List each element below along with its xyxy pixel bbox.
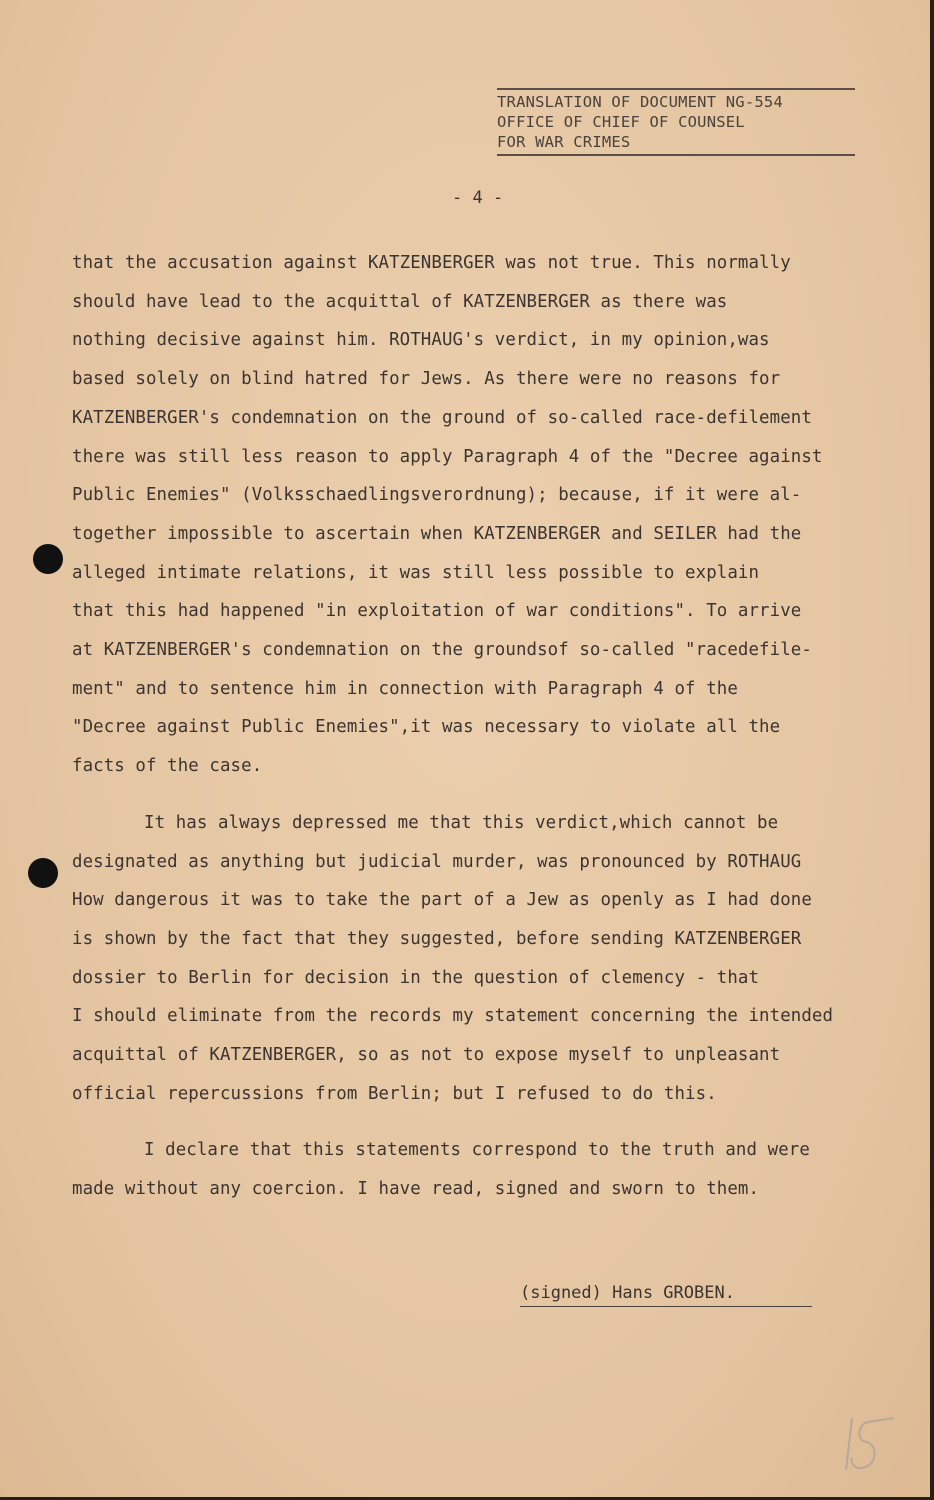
text-line: "Decree against Public Enemies",it was necessary to violate all the <box>72 717 781 738</box>
text-line: should have lead to the acquittal of KATZENBERGER as there was <box>72 291 728 312</box>
scan-edge-right <box>930 0 934 1500</box>
text-line: It has always depressed me that this verdict,which cannot be <box>144 812 779 833</box>
text-line: made without any coercion. I have read, signed and sworn to them. <box>72 1179 760 1200</box>
text-line: KATZENBERGER's condemnation on the ground of so-called race-defilement <box>72 407 812 428</box>
text-line: based solely on blind hatred for Jews. As there were no reasons for <box>72 369 781 390</box>
text-line: acquittal of KATZENBERGER, so as not to expose myself to unpleasant <box>72 1045 781 1066</box>
text-line: together impossible to ascertain when KATZENBERGER and SEILER had the <box>72 523 802 544</box>
document-body <box>72 244 882 1209</box>
text-line: there was still less reason to apply Paragraph 4 of the "Decree against <box>72 446 823 467</box>
paragraph-1 <box>72 244 882 786</box>
text-line: nothing decisive against him. ROTHAUG's verdict, in my opinion,was <box>72 330 770 351</box>
punch-hole-icon <box>28 858 58 888</box>
text-line: designated as anything but judicial murder, was pronounced by ROTHAUG <box>72 851 802 872</box>
text-line: that the accusation against KATZENBERGER was not true. This normally <box>72 253 791 273</box>
text-line: I should eliminate from the records my statement concerning the intended <box>72 1006 834 1027</box>
translation-header <box>497 88 855 156</box>
header-line-3: FOR WAR CRIMES <box>497 133 631 151</box>
punch-hole-icon <box>33 544 63 574</box>
text-line: dossier to Berlin for decision in the question of clemency - that <box>72 967 760 988</box>
text-line: alleged intimate relations, it was still less possible to explain <box>72 562 760 583</box>
page-number: - 4 - <box>452 188 504 208</box>
text-line: is shown by the fact that they suggested, before sending KATZENBERGER <box>72 928 802 949</box>
text-line: Public Enemies" (Volksschaedlingsverordnung); because, if it were al- <box>72 485 802 506</box>
paragraph-2 <box>72 804 882 1114</box>
text-line: at KATZENBERGER's condemnation on the groundsof so-called "racedefile- <box>72 640 812 661</box>
signature-line: (signed) Hans GROBEN. <box>520 1280 812 1307</box>
text-line: that this had happened "in exploitation of war conditions". To arrive <box>72 601 802 622</box>
header-line-1: TRANSLATION OF DOCUMENT NG-554 <box>497 93 783 111</box>
text-line: ment" and to sentence him in connection with Paragraph 4 of the <box>72 678 738 699</box>
text-line: I declare that this statements correspond to the truth and were <box>144 1140 810 1161</box>
paragraph-3 <box>72 1131 882 1208</box>
text-line: facts of the case. <box>72 756 263 777</box>
header-line-2: OFFICE OF CHIEF OF COUNSEL <box>497 113 745 131</box>
text-line: official repercussions from Berlin; but I refused to do this. <box>72 1083 717 1104</box>
handwritten-page-mark <box>838 1410 898 1480</box>
text-line: How dangerous it was to take the part of a Jew as openly as I had done <box>72 890 812 911</box>
